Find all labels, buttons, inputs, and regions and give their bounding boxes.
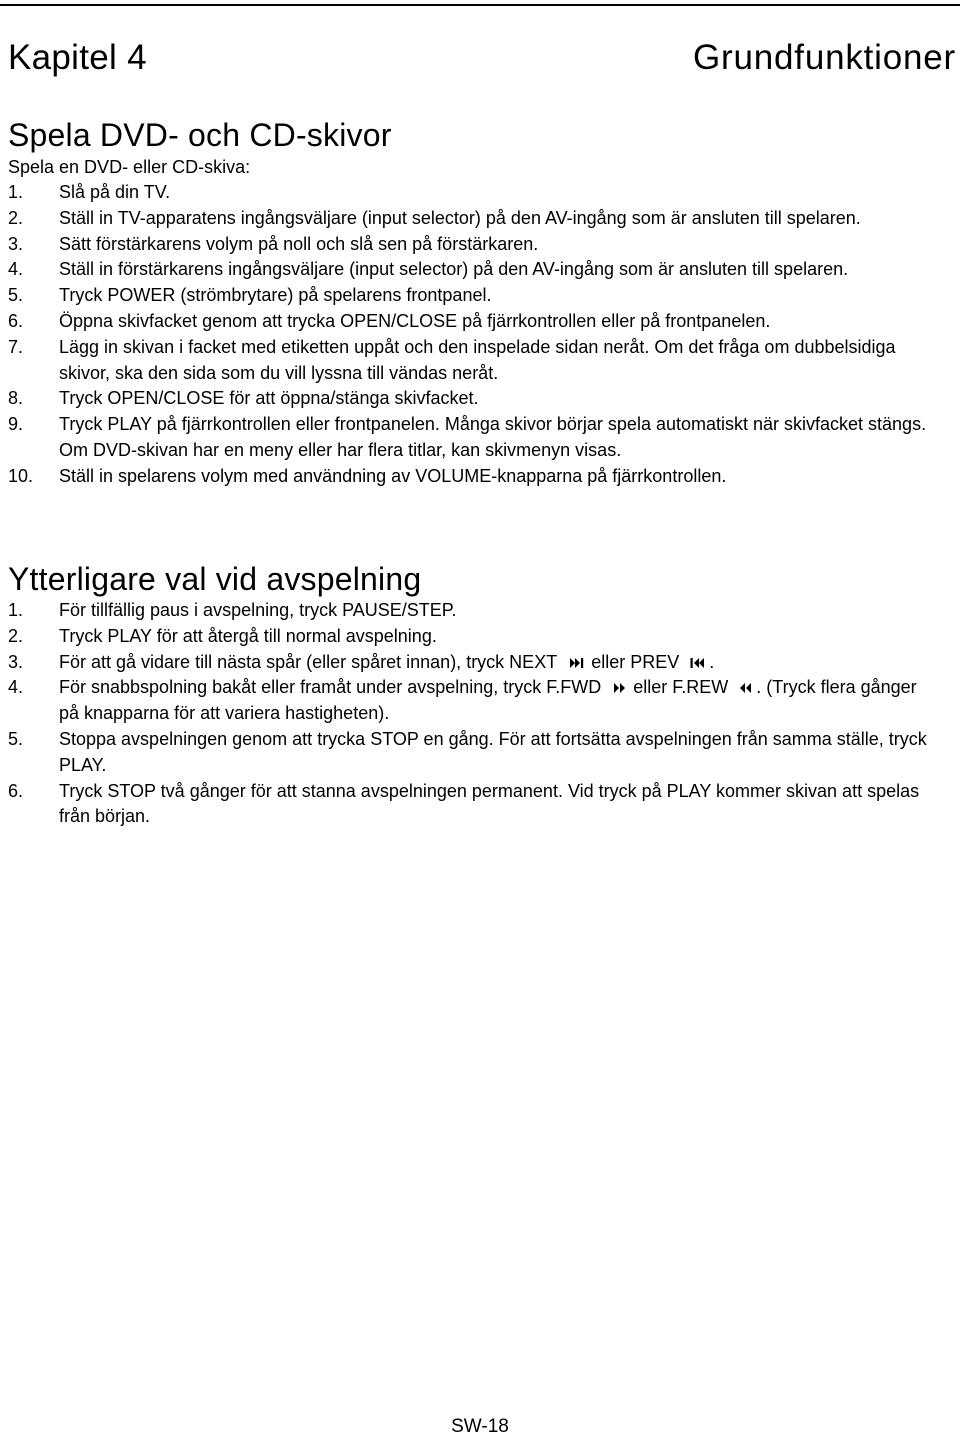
chapter-header <box>8 38 956 94</box>
step-number: 5. <box>8 285 24 306</box>
step-number: 2. <box>8 625 24 646</box>
step-text-part: . <box>709 651 715 672</box>
step-text-part: eller F.REW <box>633 677 729 698</box>
list-item <box>8 206 938 232</box>
section-intro: Spela en DVD- eller CD-skiva: <box>8 157 251 177</box>
play-steps-list <box>8 180 938 490</box>
step-text <box>59 650 938 676</box>
step-text-part: För snabbspolning bakåt eller framåt under avspelning, tryck F.FWD <box>59 677 602 698</box>
fast-forward-icon <box>613 681 627 695</box>
list-item <box>8 335 938 387</box>
section-title-playback-options: Ytterligare val vid avspelning <box>8 561 422 597</box>
chapter-label: Kapitel 4 <box>8 38 147 77</box>
step-number: 9. <box>8 414 24 435</box>
step-number: 10. <box>8 465 34 486</box>
step-text <box>59 675 938 727</box>
list-item <box>8 464 938 490</box>
rewind-icon <box>738 681 752 695</box>
step-text: Tryck STOP två gånger för att stanna avspelningen permanent. Vid tryck på PLAY kommer skivan att spelas från början. <box>59 780 920 827</box>
page-number: SW-18 <box>451 1416 509 1437</box>
skip-prev-icon <box>689 656 705 670</box>
step-text: För tillfällig paus i avspelning, tryck PAUSE/STEP. <box>59 600 457 620</box>
list-item <box>8 779 938 831</box>
step-text-part: . (Tryck flera gånger på knapparna för att variera hastigheten). <box>59 677 917 724</box>
step-text: Ställ in TV-apparatens ingångsväljare (input selector) på den AV-ingång som är ansluten till spelaren. <box>59 207 861 228</box>
step-text: Tryck OPEN/CLOSE för att öppna/stänga skivfacket. <box>59 388 479 409</box>
step-text: Ställ in spelarens volym med användning av VOLUME-knapparna på fjärrkontrollen. <box>59 465 727 486</box>
step-number: 6. <box>8 310 24 331</box>
list-item <box>8 257 938 283</box>
list-item <box>8 650 938 676</box>
list-item <box>8 309 938 335</box>
list-item <box>8 598 938 624</box>
list-item <box>8 624 938 650</box>
step-number: 8. <box>8 388 24 409</box>
step-text: Lägg in skivan i facket med etiketten uppåt och den inspelade sidan neråt. Om det fråga om dubbelsidiga skivor, ska den sida som du vill lyssna till vändas neråt. <box>59 336 896 383</box>
top-rule <box>0 4 960 6</box>
step-text: Öppna skivfacket genom att trycka OPEN/CLOSE på fjärrkontrollen eller på frontpanelen. <box>59 310 771 331</box>
list-item <box>8 727 938 779</box>
step-number: 4. <box>8 677 24 698</box>
list-item <box>8 675 938 727</box>
list-item <box>8 232 938 258</box>
list-item <box>8 283 938 309</box>
list-item <box>8 386 938 412</box>
step-text-part: eller PREV <box>591 651 680 672</box>
step-text: Stoppa avspelningen genom att trycka STOP en gång. För att fortsätta avspelningen från samma ställe, tryck PLAY. <box>59 728 927 775</box>
step-text: Tryck POWER (strömbrytare) på spelarens frontpanel. <box>59 285 492 306</box>
step-number: 4. <box>8 259 24 280</box>
step-text: Sätt förstärkarens volym på noll och slå sen på förstärkaren. <box>59 233 539 254</box>
step-text: Slå på din TV. <box>59 182 171 202</box>
step-number: 7. <box>8 336 24 357</box>
step-number: 1. <box>8 182 24 202</box>
step-number: 3. <box>8 233 24 254</box>
skip-next-icon <box>569 656 585 670</box>
step-number: 2. <box>8 207 24 228</box>
list-item <box>8 412 938 464</box>
step-text: Ställ in förstärkarens ingångsväljare (input selector) på den AV-ingång som är ansluten till spelaren. <box>59 259 849 280</box>
section-title-play-discs: Spela DVD- och CD-skivor <box>8 117 392 153</box>
step-number: 3. <box>8 651 24 672</box>
step-text: Tryck PLAY för att återgå till normal avspelning. <box>59 625 437 646</box>
list-item <box>8 180 938 206</box>
step-number: 5. <box>8 728 24 749</box>
step-number: 1. <box>8 600 24 620</box>
step-text-part: För att gå vidare till nästa spår (eller spåret innan), tryck NEXT <box>59 651 558 672</box>
chapter-title: Grundfunktioner <box>693 38 956 77</box>
step-text: Tryck PLAY på fjärrkontrollen eller frontpanelen. Många skivor börjar spela automatiskt när skivfacket stängs. Om DVD-skivan har en meny eller har flera titlar, kan skivmenyn visas. <box>59 414 927 460</box>
playback-options-list <box>8 598 938 830</box>
step-number: 6. <box>8 780 24 801</box>
